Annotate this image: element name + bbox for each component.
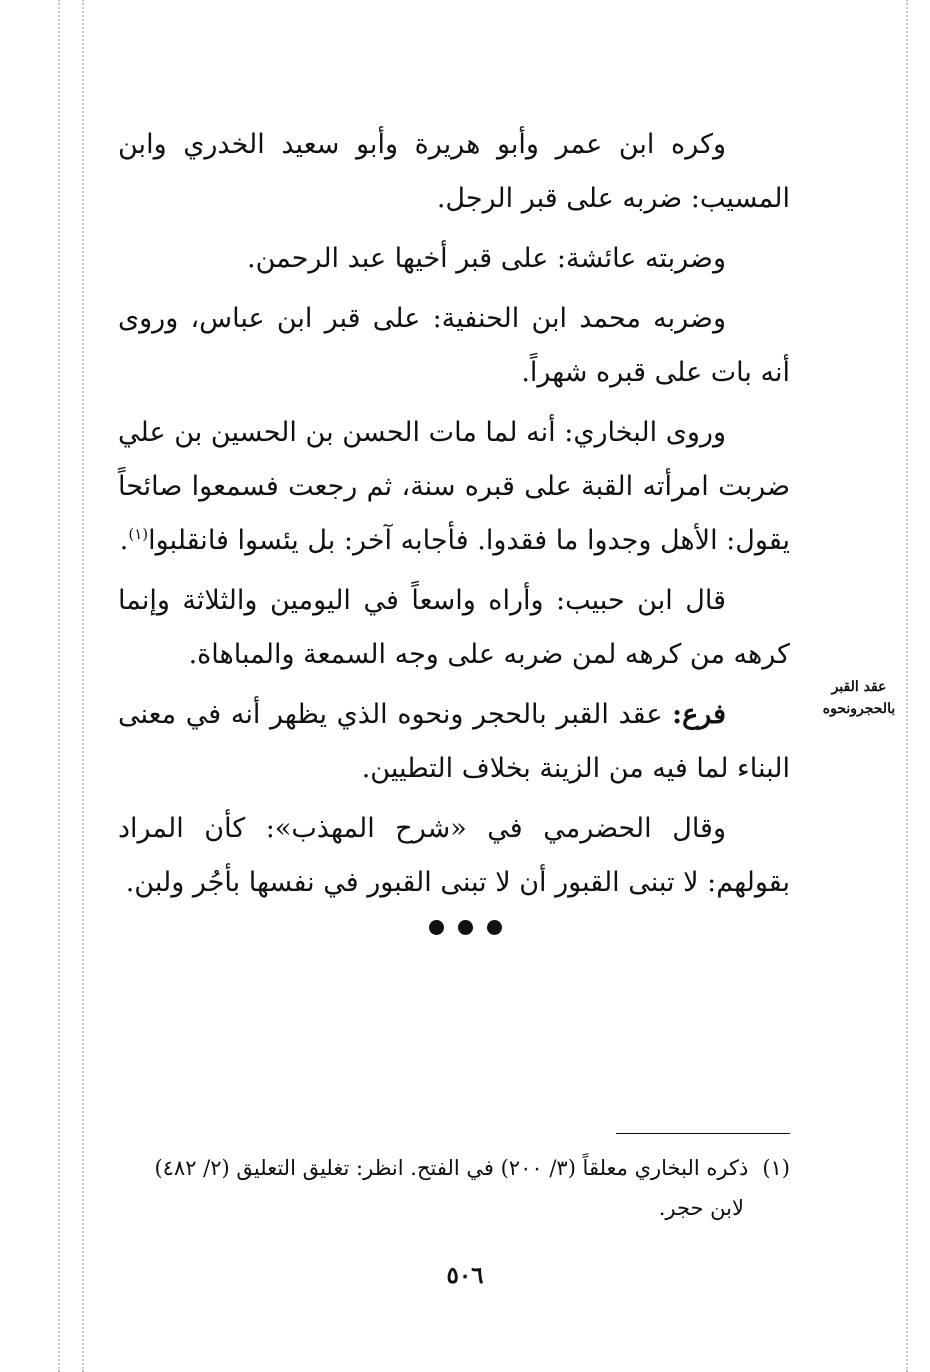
paragraph-5-text: قال ابن حبيب: وأراه واسعاً في اليومين والثلاثة وإنما كرهه من كرهه لمن ضربه على وجه السمعة والمباهاة. bbox=[118, 585, 790, 670]
footnote-line-1 bbox=[118, 1148, 790, 1188]
paragraph-2 bbox=[118, 232, 790, 286]
left-scan-edge-inner bbox=[82, 0, 84, 1372]
paragraph-5 bbox=[118, 574, 790, 682]
right-scan-edge bbox=[906, 0, 908, 1372]
paragraph-far bbox=[118, 688, 790, 796]
paragraph-1-text: وكره ابن عمر وأبو هريرة وأبو سعيد الخدري وابن المسيب: ضربه على قبر الرجل. bbox=[118, 129, 790, 214]
separator-dot-icon bbox=[458, 920, 473, 935]
footnote-divider bbox=[616, 1133, 790, 1134]
paragraph-last-text: وقال الحضرمي في «شرح المهذب»: كأن المراد بقولهم: لا تبنى القبور أن لا تبنى القبور في نفسها بأجُر ولبن. bbox=[118, 813, 790, 898]
footnote-reference-1[interactable]: (١) bbox=[128, 525, 149, 543]
section-separator bbox=[0, 920, 930, 935]
left-scan-edge bbox=[58, 0, 60, 1372]
footnote-line-2 bbox=[118, 1188, 790, 1228]
far-text: عقد القبر بالحجر ونحوه الذي يظهر أنه في معنى البناء لما فيه من الزينة بخلاف التطيين. bbox=[118, 699, 790, 784]
main-text-block bbox=[118, 118, 790, 916]
footnote-text-2: لابن حجر. bbox=[658, 1196, 744, 1220]
margin-heading-line-1: عقد القبر bbox=[831, 679, 887, 695]
paragraph-3 bbox=[118, 292, 790, 400]
margin-heading-line-2: بالحجرونحوه bbox=[822, 701, 896, 717]
separator-dot-icon bbox=[429, 920, 444, 935]
footnote-number: (١) bbox=[762, 1156, 790, 1180]
separator-dot-icon bbox=[487, 920, 502, 935]
paragraph-4 bbox=[118, 406, 790, 568]
page-number: ٥٠٦ bbox=[446, 1262, 484, 1289]
footnote bbox=[118, 1148, 790, 1228]
margin-heading bbox=[818, 676, 900, 720]
paragraph-4-text: وروى البخاري: أنه لما مات الحسن بن الحسين بن علي ضربت امرأته القبة على قبره سنة، ثم رجعت فسمعوا صائحاً يقول: الأهل وجدوا ما فقدوا. فأجابه آخر: بل يئسوا فانقلبوا bbox=[118, 417, 790, 556]
paragraph-4-tail: . bbox=[119, 525, 129, 556]
paragraph-1 bbox=[118, 118, 790, 226]
paragraph-2-text: وضربته عائشة: على قبر أخيها عبد الرحمن. bbox=[246, 243, 726, 274]
paragraph-last bbox=[118, 802, 790, 910]
paragraph-3-text: وضربه محمد ابن الحنفية: على قبر ابن عباس، وروى أنه بات على قبره شهراً. bbox=[118, 303, 790, 388]
footnote-text-1: ذكره البخاري معلقاً (٣/ ٢٠٠) في الفتح. انظر: تغليق التعليق (٢/ ٤٨٢) bbox=[154, 1156, 749, 1180]
far-label: فرع: bbox=[672, 699, 726, 730]
